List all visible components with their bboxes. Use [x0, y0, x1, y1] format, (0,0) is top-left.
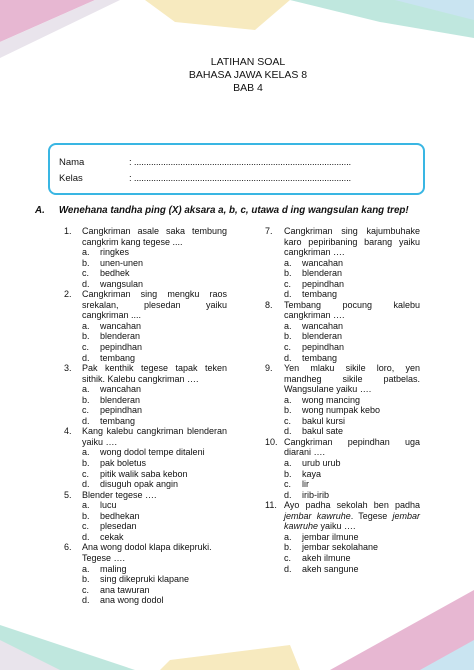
questions-column-left: [64, 226, 227, 606]
question-text-line: Cangkriman pepindhan uga diarani ….: [284, 436, 420, 458]
question-text: [82, 542, 227, 563]
answer-option[interactable]: [265, 279, 420, 290]
question-number: 9.: [265, 363, 273, 374]
option-text: wong numpak kebo: [302, 405, 381, 416]
option-text: irib-irib: [302, 489, 329, 500]
option-text: jembar ilmune: [302, 531, 359, 542]
option-letter: d.: [82, 531, 90, 542]
question-item: [265, 363, 420, 395]
answer-option[interactable]: [265, 268, 420, 279]
answer-option[interactable]: [265, 331, 420, 342]
option-letter: d.: [284, 352, 292, 363]
option-text: pitik walik saba kebon: [100, 468, 188, 479]
option-text: ana wong dodol: [100, 595, 164, 606]
option-letter: b.: [82, 458, 90, 469]
answer-option[interactable]: [265, 426, 420, 437]
option-text: bakul kursi: [302, 415, 346, 426]
answer-option[interactable]: [64, 574, 227, 585]
question-text-line: Tegese ….: [82, 552, 126, 563]
question-item: [64, 226, 227, 247]
document-header: [0, 56, 474, 95]
option-letter: c.: [82, 268, 90, 279]
question-item: [265, 500, 420, 532]
question-text: [82, 426, 227, 447]
answer-option[interactable]: [64, 395, 227, 406]
option-text: pepindhan: [100, 342, 143, 353]
option-letter: b.: [284, 542, 292, 553]
question-text: [82, 490, 227, 501]
decor-shape-top-yellow: [145, 0, 290, 30]
option-text: tembang: [100, 352, 136, 363]
answer-option[interactable]: [265, 321, 420, 332]
question-text: [284, 300, 420, 321]
question-number: 3.: [64, 363, 72, 374]
name-label: Nama: [59, 157, 85, 168]
answer-option[interactable]: [64, 258, 227, 269]
question-text-part: Ayo padha sekolah ben padha: [284, 500, 420, 511]
section-label: A.: [35, 205, 45, 216]
option-letter: c.: [82, 584, 90, 595]
question-number: 8.: [265, 299, 273, 310]
instruction-text: Wenehana tandha ping (X) aksara a, b, c, utawa d ing wangsulan kang trep!: [58, 205, 409, 216]
option-text: blenderan: [302, 268, 343, 279]
question-text: [284, 437, 420, 458]
answer-option[interactable]: [64, 595, 227, 606]
option-text: cekak: [100, 531, 124, 542]
question-text: [284, 226, 420, 258]
question-item: [265, 300, 420, 321]
answer-option[interactable]: [64, 521, 227, 532]
decor-shape-bottom-yellow: [160, 645, 300, 670]
question-text-part: . Tegese: [350, 510, 393, 521]
answer-option[interactable]: [265, 395, 420, 406]
header-title: LATIHAN SOAL: [210, 56, 286, 68]
option-letter: a.: [82, 384, 90, 395]
answer-option[interactable]: [64, 342, 227, 353]
answer-option[interactable]: [265, 289, 420, 300]
option-text: wong dodol tempe ditaleni: [100, 447, 205, 458]
option-letter: b.: [284, 468, 292, 479]
question-item: [64, 426, 227, 447]
questions-column-right: [265, 226, 420, 574]
option-letter: d.: [284, 489, 292, 500]
option-text: wangsulan: [100, 278, 144, 289]
option-text: tembang: [100, 415, 136, 426]
question-number: 4.: [64, 426, 72, 437]
option-letter: a.: [82, 447, 90, 458]
option-letter: b.: [284, 331, 292, 342]
option-text: bedhekan: [100, 510, 140, 521]
option-letter: c.: [82, 342, 90, 353]
option-text: unen-unen: [100, 257, 144, 268]
option-text: maling: [100, 563, 127, 574]
option-letter: c.: [284, 552, 292, 563]
question-text-line: Kang kalebu cangkriman blenderan yaiku ….: [82, 426, 227, 447]
option-letter: c.: [82, 521, 90, 532]
option-text: blenderan: [302, 331, 343, 342]
answer-option[interactable]: [64, 416, 227, 427]
question-item: [265, 226, 420, 258]
answer-option[interactable]: [64, 405, 227, 416]
option-letter: a.: [82, 247, 90, 258]
answer-option[interactable]: [64, 469, 227, 480]
option-letter: a.: [284, 257, 292, 268]
question-item: [64, 289, 227, 321]
option-letter: a.: [82, 500, 90, 511]
option-letter: a.: [284, 320, 292, 331]
class-field[interactable]: : .........................................................................................: [129, 173, 351, 184]
answer-option[interactable]: [64, 321, 227, 332]
question-number: 7.: [265, 226, 273, 236]
option-letter: c.: [284, 415, 292, 426]
question-text-line: Yen mlaku sikile loro, yen mandheg sikile patbelas. Wangsulane yaiku ….: [284, 363, 420, 395]
option-text: urub urub: [302, 458, 341, 469]
answer-option[interactable]: [265, 458, 420, 469]
question-text-line: Cangkriman asale saka tembung cangkrim kang tegese ....: [82, 226, 227, 247]
question-number: 6.: [64, 542, 72, 553]
header-chapter: BAB 4: [233, 82, 263, 94]
answer-option[interactable]: [64, 564, 227, 575]
answer-option[interactable]: [64, 511, 227, 522]
option-text: tembang: [302, 289, 338, 300]
option-text: akeh sangune: [302, 563, 359, 574]
answer-option[interactable]: [64, 247, 227, 258]
question-text-italic: jembar kawruhe: [284, 510, 351, 521]
option-letter: b.: [82, 394, 90, 405]
option-letter: d.: [284, 289, 292, 300]
question-number: 1.: [64, 226, 72, 236]
answer-option[interactable]: [265, 553, 420, 564]
option-text: akeh ilmune: [302, 552, 351, 563]
question-text-line: Cangkriman sing kajumbuhake karo pepiribaning barang yaiku cangkriman ….: [284, 226, 420, 258]
question-item: [265, 437, 420, 458]
header-subject: BAHASA JAWA KELAS 8: [188, 69, 308, 81]
option-text: pak boletus: [100, 458, 147, 469]
option-text: lucu: [100, 500, 117, 511]
option-text: wancahan: [302, 257, 344, 268]
option-letter: b.: [82, 510, 90, 521]
question-number: 2.: [64, 289, 72, 300]
answer-option[interactable]: [64, 479, 227, 490]
option-letter: a.: [284, 531, 292, 542]
answer-option[interactable]: [265, 490, 420, 501]
option-text: wancahan: [302, 320, 344, 331]
option-letter: a.: [284, 394, 292, 405]
option-text: pepindhan: [100, 405, 143, 416]
option-letter: d.: [82, 479, 90, 490]
answer-option[interactable]: [64, 532, 227, 543]
option-letter: b.: [284, 405, 292, 416]
option-letter: c.: [82, 468, 90, 479]
option-text: disuguh opak angin: [100, 479, 179, 490]
question-text-line: Cangkriman sing mengku raos srekalan, plesedan yaiku cangkriman ....: [82, 289, 227, 321]
option-text: pepindhan: [302, 278, 345, 289]
question-text-line: Blender tegese ….: [82, 489, 157, 500]
option-letter: b.: [82, 574, 90, 585]
option-text: blenderan: [100, 394, 141, 405]
option-text: kaya: [302, 468, 322, 479]
answer-option[interactable]: [64, 458, 227, 469]
option-text: blenderan: [100, 331, 141, 342]
answer-option[interactable]: [265, 542, 420, 553]
question-text-italic: jembar kawruhe: [284, 510, 420, 532]
answer-option[interactable]: [265, 353, 420, 364]
option-text: plesedan: [100, 521, 137, 532]
option-text: pepindhan: [302, 342, 345, 353]
answer-option[interactable]: [64, 268, 227, 279]
option-text: wong mancing: [302, 394, 361, 405]
option-letter: d.: [82, 595, 90, 606]
question-text: [284, 363, 420, 395]
option-letter: d.: [82, 415, 90, 426]
answer-option[interactable]: [64, 279, 227, 290]
name-field[interactable]: : .........................................................................................: [129, 157, 351, 168]
option-letter: c.: [82, 405, 90, 416]
option-letter: c.: [284, 479, 292, 490]
answer-option[interactable]: [64, 331, 227, 342]
option-letter: d.: [284, 426, 292, 437]
answer-option[interactable]: [265, 479, 420, 490]
question-number: 10.: [265, 436, 278, 447]
question-number: 11.: [265, 500, 277, 511]
answer-option[interactable]: [265, 342, 420, 353]
section-instruction: [35, 205, 409, 216]
answer-option[interactable]: [265, 405, 420, 416]
question-text-line: Pak kenthik tegese tapak teken sithik. Kalebu cangkriman ….: [82, 363, 227, 384]
answer-option[interactable]: [64, 500, 227, 511]
answer-option[interactable]: [265, 564, 420, 575]
option-letter: a.: [82, 320, 90, 331]
option-letter: d.: [82, 278, 90, 289]
option-text: bakul sate: [302, 426, 344, 437]
answer-option[interactable]: [265, 469, 420, 480]
option-text: bedhek: [100, 268, 130, 279]
question-item: [64, 490, 227, 501]
answer-option[interactable]: [64, 353, 227, 364]
question-text-line: Ana wong dodol klapa dikepruki.: [82, 542, 212, 553]
question-item: [64, 542, 227, 563]
class-label: Kelas: [59, 173, 83, 184]
answer-option[interactable]: [64, 447, 227, 458]
option-text: ringkes: [100, 247, 130, 258]
answer-option[interactable]: [265, 532, 420, 543]
option-letter: d.: [82, 352, 90, 363]
option-text: wancahan: [100, 384, 142, 395]
question-number: 5.: [64, 489, 72, 500]
option-letter: c.: [284, 278, 292, 289]
question-text-line: Tembang pocung kalebu cangkriman ….: [284, 299, 420, 321]
option-text: jembar sekolahane: [302, 542, 379, 553]
option-text: lir: [302, 479, 309, 490]
question-text: [82, 226, 227, 247]
question-item: [64, 363, 227, 384]
question-text: [284, 500, 420, 532]
question-text-part: yaiku ….: [318, 521, 356, 532]
answer-option[interactable]: [64, 384, 227, 395]
student-identity-box: [48, 143, 425, 195]
option-letter: c.: [284, 342, 292, 353]
answer-option[interactable]: [265, 258, 420, 269]
option-letter: d.: [284, 563, 292, 574]
option-letter: b.: [82, 257, 90, 268]
option-text: ana tawuran: [100, 584, 150, 595]
option-letter: a.: [284, 458, 292, 469]
answer-option[interactable]: [64, 585, 227, 596]
option-letter: b.: [284, 268, 292, 279]
option-text: sing dikepruki klapane: [100, 574, 190, 585]
answer-option[interactable]: [265, 416, 420, 427]
option-text: tembang: [302, 352, 338, 363]
question-text: [82, 363, 227, 384]
question-text: [82, 289, 227, 321]
option-text: wancahan: [100, 320, 142, 331]
option-letter: b.: [82, 331, 90, 342]
option-letter: a.: [82, 563, 90, 574]
